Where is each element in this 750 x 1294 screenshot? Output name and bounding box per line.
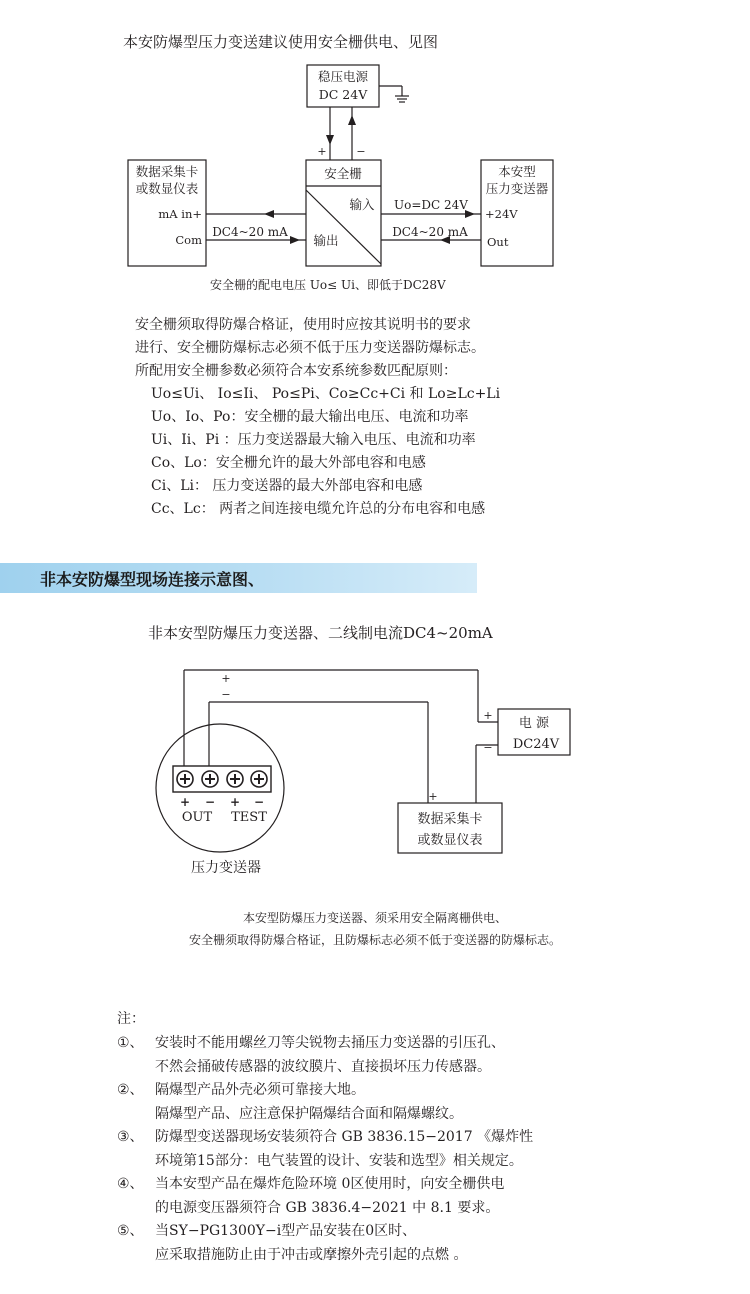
barrier-output-label: 输出 [313, 233, 339, 248]
wire2-plus: + [221, 672, 231, 685]
acq-com-label: Com [175, 233, 202, 247]
trans1-line2: 压力变送器 [485, 181, 549, 196]
notes-heading: 注： [117, 1011, 145, 1027]
note-item [117, 1032, 533, 1079]
note-number: ④、 [117, 1176, 144, 1192]
transmitter-circle [156, 724, 284, 852]
note-item [117, 1220, 533, 1267]
power2-line2: DC24V [512, 737, 560, 752]
note-line: 环境第15部分：电气装置的设计、安装和选型》相关规定。 [155, 1152, 523, 1169]
barrier-input-label: 输入 [349, 197, 375, 212]
note-number: ②、 [117, 1082, 144, 1098]
note-item [117, 1079, 533, 1126]
param-line: Ui、Ii、Pi ：压力变送器最大输入电压、电流和功率 [151, 432, 476, 448]
section1-title: 本安防爆型压力变送建议使用安全栅供电、见图 [123, 33, 439, 51]
note-item [117, 1126, 533, 1173]
wire-right-label: DC4~20 mA [392, 225, 468, 239]
section1-diagram-caption: 安全栅的配电电压 Uo≤ Ui、即低于DC28V [210, 278, 446, 292]
trans-out-label: Out [487, 235, 509, 249]
note-line: 不然会捅破传感器的波纹膜片、直接损坏压力传感器。 [155, 1058, 491, 1075]
terminal-sign-2: − [204, 795, 216, 809]
power2-plus: + [483, 709, 493, 722]
terminal-sign-1: + [179, 795, 191, 809]
wire2-minus: − [221, 688, 231, 701]
trans1-line1: 本安型 [498, 164, 536, 179]
section2-caption [0, 907, 750, 951]
power2-line1: 电 源 [518, 716, 550, 731]
transmitter-label: 压力变送器 [191, 860, 261, 876]
param-list [151, 383, 500, 521]
section2-subtitle: 非本安型防爆压力变送器、二线制电流DC4~20mA [148, 624, 493, 642]
note-line: 隔爆型产品外壳必须可靠接大地。 [155, 1082, 365, 1098]
acq2-line2: 或数显仪表 [417, 833, 483, 848]
power2-minus: − [483, 741, 493, 754]
acq1-line1: 数据采集卡 [135, 164, 199, 179]
param-line: Cc、Lc： 两者之间连接电缆允许总的分布电容和电感 [151, 501, 486, 517]
terminal-sign-4: − [253, 795, 265, 809]
test-label: TEST [231, 810, 267, 825]
note-number: ①、 [117, 1035, 144, 1051]
acq2-plus: + [428, 790, 438, 803]
section2-band-title: 非本安防爆型现场连接示意图、 [40, 570, 265, 589]
note-number: ⑤、 [117, 1223, 144, 1239]
param-line: Co、Lo：安全栅允许的最大外部电容和电感 [151, 455, 426, 471]
note-item [117, 1173, 533, 1220]
note-line: 应采取措施防止由于冲击或摩擦外壳引起的点燃 。 [155, 1246, 468, 1263]
section1-paragraph [135, 314, 485, 383]
wire-left-label: DC4~20 mA [212, 225, 288, 239]
note-line: 当本安型产品在爆炸危险环境 0区使用时，向安全栅供电 [155, 1176, 505, 1192]
param-line: Ci、Li： 压力变送器的最大外部电容和电感 [151, 478, 423, 494]
paragraph-line: 安全栅须取得防爆合格证，使用时应按其说明书的要求 [135, 317, 471, 333]
caption-line: 本安型防爆压力变送器、须采用安全隔离栅供电、 [242, 911, 507, 925]
note-line: 防爆型变送器现场安装须符合 GB 3836.15−2017 《爆炸性 [155, 1129, 534, 1145]
power-plus: + [317, 145, 327, 158]
acq-ma-in-label: mA in+ [158, 207, 202, 221]
note-line: 安装时不能用螺丝刀等尖锐物去捅压力变送器的引压孔、 [155, 1035, 505, 1051]
note-number: ③、 [117, 1129, 144, 1145]
note-line: 当SY−PG1300Y−i型产品安装在0区时、 [155, 1223, 417, 1239]
power-box-line1: 稳压电源 [317, 69, 369, 84]
note-line: 的电源变压器须符合 GB 3836.4−2021 中 8.1 要求。 [155, 1199, 500, 1216]
power-box-line2: DC 24V [318, 87, 368, 102]
caption-line: 安全栅须取得防爆合格证，且防爆标志必须不低于变送器的防爆标志。 [188, 933, 561, 947]
wire-uo-label: Uo=DC 24V [394, 198, 468, 212]
trans-24v-label: +24V [485, 207, 518, 221]
note-line: 隔爆型产品、应注意保护隔爆结合面和隔爆螺纹。 [155, 1105, 463, 1122]
paragraph-line: 所配用安全栅参数必须符合本安系统参数匹配原则： [135, 363, 457, 379]
barrier-title: 安全栅 [324, 166, 362, 181]
power-minus: − [356, 145, 366, 158]
acq2-line1: 数据采集卡 [417, 812, 483, 827]
notes-list [117, 1032, 533, 1267]
terminal-sign-3: + [229, 795, 241, 809]
acq1-line2: 或数显仪表 [135, 181, 199, 196]
paragraph-line: 进行、安全栅防爆标志必须不低于压力变送器防爆标志。 [135, 340, 485, 356]
param-line: Uo≤Ui、 Io≤Ii、 Po≤Pi、Co≥Cc+Ci 和 Lo≥Lc+Li [151, 386, 501, 402]
param-line: Uo、Io、Po：安全栅的最大输出电压、电流和功率 [151, 409, 469, 425]
out-label: OUT [181, 810, 213, 825]
